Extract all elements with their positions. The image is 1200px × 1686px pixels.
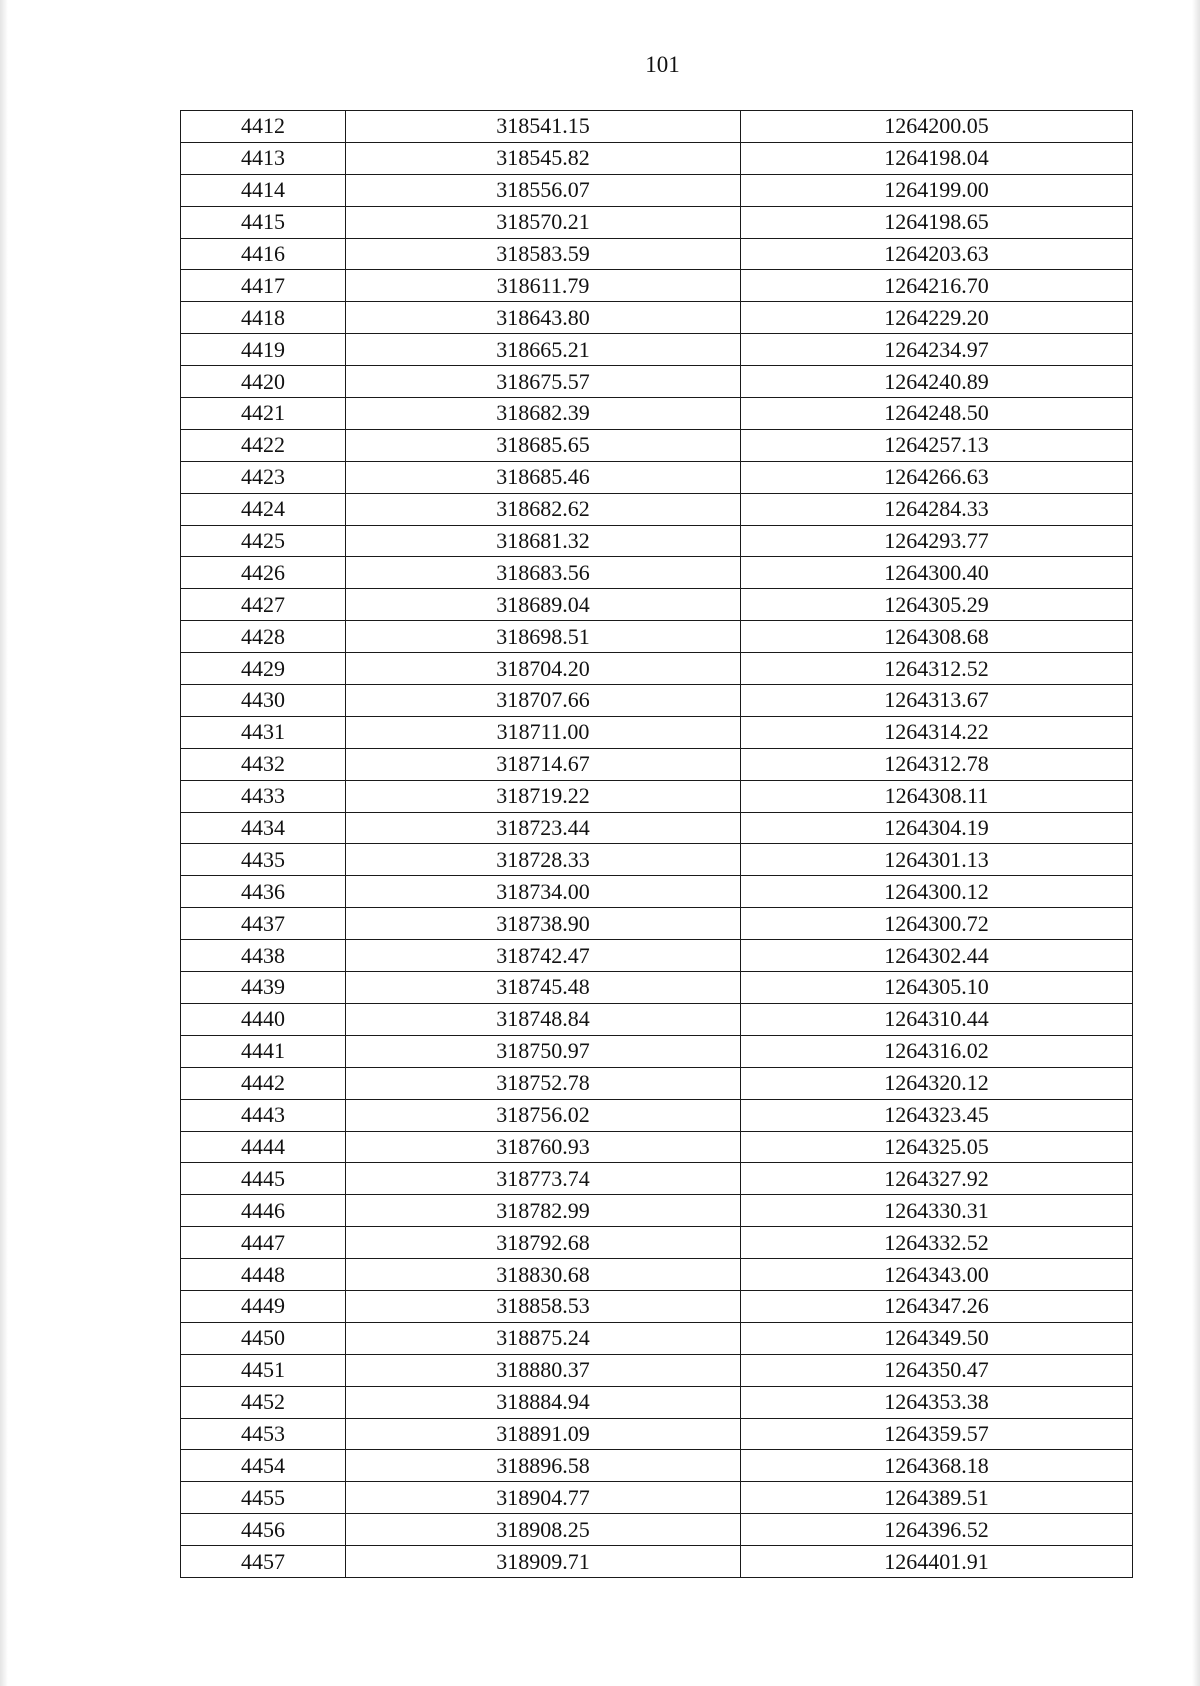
table-row [181, 876, 1133, 908]
x-coordinate-cell: 318904.77 [346, 1482, 741, 1514]
y-coordinate-cell: 1264199.00 [741, 174, 1133, 206]
table-row [181, 1195, 1133, 1227]
point-id-cell: 4437 [181, 908, 346, 940]
y-coordinate-cell: 1264320.12 [741, 1067, 1133, 1099]
y-coordinate-cell: 1264305.10 [741, 972, 1133, 1004]
point-id-cell: 4453 [181, 1418, 346, 1450]
x-coordinate-cell: 318682.39 [346, 398, 741, 430]
y-coordinate-cell: 1264389.51 [741, 1482, 1133, 1514]
y-coordinate-cell: 1264229.20 [741, 302, 1133, 334]
table-row [181, 748, 1133, 780]
y-coordinate-cell: 1264368.18 [741, 1450, 1133, 1482]
table-row [181, 238, 1133, 270]
y-coordinate-cell: 1264257.13 [741, 429, 1133, 461]
y-coordinate-cell: 1264308.11 [741, 780, 1133, 812]
page-edge-right [1192, 0, 1200, 1686]
x-coordinate-cell: 318665.21 [346, 334, 741, 366]
point-id-cell: 4418 [181, 302, 346, 334]
table-row [181, 111, 1133, 143]
point-id-cell: 4455 [181, 1482, 346, 1514]
table-row [181, 174, 1133, 206]
point-id-cell: 4438 [181, 940, 346, 972]
coordinate-table [180, 110, 1133, 1578]
y-coordinate-cell: 1264300.12 [741, 876, 1133, 908]
x-coordinate-cell: 318875.24 [346, 1322, 741, 1354]
table-row [181, 940, 1133, 972]
x-coordinate-cell: 318681.32 [346, 525, 741, 557]
y-coordinate-cell: 1264200.05 [741, 111, 1133, 143]
x-coordinate-cell: 318611.79 [346, 270, 741, 302]
x-coordinate-cell: 318734.00 [346, 876, 741, 908]
page-edge-left [0, 0, 8, 1686]
y-coordinate-cell: 1264332.52 [741, 1227, 1133, 1259]
table-row [181, 429, 1133, 461]
x-coordinate-cell: 318738.90 [346, 908, 741, 940]
point-id-cell: 4452 [181, 1386, 346, 1418]
x-coordinate-cell: 318714.67 [346, 748, 741, 780]
x-coordinate-cell: 318698.51 [346, 621, 741, 653]
point-id-cell: 4446 [181, 1195, 346, 1227]
table-row [181, 366, 1133, 398]
y-coordinate-cell: 1264240.89 [741, 366, 1133, 398]
coordinate-table-body [181, 111, 1133, 1578]
table-row [181, 525, 1133, 557]
x-coordinate-cell: 318752.78 [346, 1067, 741, 1099]
x-coordinate-cell: 318773.74 [346, 1163, 741, 1195]
x-coordinate-cell: 318792.68 [346, 1227, 741, 1259]
point-id-cell: 4449 [181, 1290, 346, 1322]
point-id-cell: 4447 [181, 1227, 346, 1259]
y-coordinate-cell: 1264216.70 [741, 270, 1133, 302]
table-row [181, 908, 1133, 940]
point-id-cell: 4454 [181, 1450, 346, 1482]
y-coordinate-cell: 1264312.52 [741, 653, 1133, 685]
x-coordinate-cell: 318896.58 [346, 1450, 741, 1482]
y-coordinate-cell: 1264347.26 [741, 1290, 1133, 1322]
x-coordinate-cell: 318908.25 [346, 1514, 741, 1546]
point-id-cell: 4425 [181, 525, 346, 557]
x-coordinate-cell: 318707.66 [346, 685, 741, 717]
point-id-cell: 4426 [181, 557, 346, 589]
y-coordinate-cell: 1264284.33 [741, 493, 1133, 525]
point-id-cell: 4440 [181, 1003, 346, 1035]
point-id-cell: 4429 [181, 653, 346, 685]
y-coordinate-cell: 1264248.50 [741, 398, 1133, 430]
y-coordinate-cell: 1264312.78 [741, 748, 1133, 780]
point-id-cell: 4423 [181, 461, 346, 493]
y-coordinate-cell: 1264323.45 [741, 1099, 1133, 1131]
point-id-cell: 4457 [181, 1546, 346, 1578]
point-id-cell: 4412 [181, 111, 346, 143]
point-id-cell: 4417 [181, 270, 346, 302]
point-id-cell: 4431 [181, 716, 346, 748]
x-coordinate-cell: 318884.94 [346, 1386, 741, 1418]
x-coordinate-cell: 318556.07 [346, 174, 741, 206]
point-id-cell: 4448 [181, 1259, 346, 1291]
y-coordinate-cell: 1264350.47 [741, 1354, 1133, 1386]
y-coordinate-cell: 1264302.44 [741, 940, 1133, 972]
table-row [181, 1099, 1133, 1131]
y-coordinate-cell: 1264300.40 [741, 557, 1133, 589]
point-id-cell: 4415 [181, 206, 346, 238]
y-coordinate-cell: 1264353.38 [741, 1386, 1133, 1418]
x-coordinate-cell: 318685.65 [346, 429, 741, 461]
y-coordinate-cell: 1264310.44 [741, 1003, 1133, 1035]
point-id-cell: 4439 [181, 972, 346, 1004]
y-coordinate-cell: 1264343.00 [741, 1259, 1133, 1291]
x-coordinate-cell: 318748.84 [346, 1003, 741, 1035]
x-coordinate-cell: 318675.57 [346, 366, 741, 398]
x-coordinate-cell: 318745.48 [346, 972, 741, 1004]
table-row [181, 398, 1133, 430]
table-row [181, 334, 1133, 366]
x-coordinate-cell: 318583.59 [346, 238, 741, 270]
table-row [181, 1227, 1133, 1259]
x-coordinate-cell: 318830.68 [346, 1259, 741, 1291]
point-id-cell: 4414 [181, 174, 346, 206]
table-row [181, 1067, 1133, 1099]
table-row [181, 1418, 1133, 1450]
point-id-cell: 4424 [181, 493, 346, 525]
table-row [181, 1354, 1133, 1386]
table-row [181, 1514, 1133, 1546]
point-id-cell: 4420 [181, 366, 346, 398]
table-row [181, 780, 1133, 812]
x-coordinate-cell: 318858.53 [346, 1290, 741, 1322]
point-id-cell: 4443 [181, 1099, 346, 1131]
x-coordinate-cell: 318723.44 [346, 812, 741, 844]
point-id-cell: 4433 [181, 780, 346, 812]
x-coordinate-cell: 318685.46 [346, 461, 741, 493]
point-id-cell: 4427 [181, 589, 346, 621]
x-coordinate-cell: 318545.82 [346, 142, 741, 174]
table-row [181, 653, 1133, 685]
point-id-cell: 4442 [181, 1067, 346, 1099]
y-coordinate-cell: 1264301.13 [741, 844, 1133, 876]
x-coordinate-cell: 318541.15 [346, 111, 741, 143]
point-id-cell: 4441 [181, 1035, 346, 1067]
x-coordinate-cell: 318682.62 [346, 493, 741, 525]
point-id-cell: 4450 [181, 1322, 346, 1354]
y-coordinate-cell: 1264266.63 [741, 461, 1133, 493]
y-coordinate-cell: 1264327.92 [741, 1163, 1133, 1195]
point-id-cell: 4432 [181, 748, 346, 780]
table-row [181, 557, 1133, 589]
point-id-cell: 4421 [181, 398, 346, 430]
y-coordinate-cell: 1264300.72 [741, 908, 1133, 940]
x-coordinate-cell: 318643.80 [346, 302, 741, 334]
table-row [181, 461, 1133, 493]
point-id-cell: 4416 [181, 238, 346, 270]
x-coordinate-cell: 318760.93 [346, 1131, 741, 1163]
point-id-cell: 4422 [181, 429, 346, 461]
y-coordinate-cell: 1264401.91 [741, 1546, 1133, 1578]
table-row [181, 493, 1133, 525]
x-coordinate-cell: 318719.22 [346, 780, 741, 812]
point-id-cell: 4444 [181, 1131, 346, 1163]
table-row [181, 1035, 1133, 1067]
y-coordinate-cell: 1264313.67 [741, 685, 1133, 717]
y-coordinate-cell: 1264198.65 [741, 206, 1133, 238]
table-row [181, 1450, 1133, 1482]
x-coordinate-cell: 318756.02 [346, 1099, 741, 1131]
x-coordinate-cell: 318689.04 [346, 589, 741, 621]
table-row [181, 142, 1133, 174]
point-id-cell: 4413 [181, 142, 346, 174]
table-row [181, 1290, 1133, 1322]
x-coordinate-cell: 318909.71 [346, 1546, 741, 1578]
y-coordinate-cell: 1264314.22 [741, 716, 1133, 748]
y-coordinate-cell: 1264359.57 [741, 1418, 1133, 1450]
y-coordinate-cell: 1264234.97 [741, 334, 1133, 366]
point-id-cell: 4451 [181, 1354, 346, 1386]
x-coordinate-cell: 318742.47 [346, 940, 741, 972]
y-coordinate-cell: 1264198.04 [741, 142, 1133, 174]
point-id-cell: 4430 [181, 685, 346, 717]
point-id-cell: 4445 [181, 1163, 346, 1195]
y-coordinate-cell: 1264203.63 [741, 238, 1133, 270]
y-coordinate-cell: 1264330.31 [741, 1195, 1133, 1227]
point-id-cell: 4456 [181, 1514, 346, 1546]
x-coordinate-cell: 318891.09 [346, 1418, 741, 1450]
table-row [181, 685, 1133, 717]
table-row [181, 1546, 1133, 1578]
x-coordinate-cell: 318711.00 [346, 716, 741, 748]
table-row [181, 1003, 1133, 1035]
x-coordinate-cell: 318782.99 [346, 1195, 741, 1227]
point-id-cell: 4435 [181, 844, 346, 876]
table-row [181, 1322, 1133, 1354]
y-coordinate-cell: 1264316.02 [741, 1035, 1133, 1067]
y-coordinate-cell: 1264308.68 [741, 621, 1133, 653]
x-coordinate-cell: 318683.56 [346, 557, 741, 589]
table-row [181, 716, 1133, 748]
table-row [181, 302, 1133, 334]
x-coordinate-cell: 318750.97 [346, 1035, 741, 1067]
x-coordinate-cell: 318704.20 [346, 653, 741, 685]
x-coordinate-cell: 318880.37 [346, 1354, 741, 1386]
x-coordinate-cell: 318570.21 [346, 206, 741, 238]
point-id-cell: 4428 [181, 621, 346, 653]
page-number: 101 [645, 52, 680, 77]
table-row [181, 812, 1133, 844]
table-row [181, 206, 1133, 238]
point-id-cell: 4434 [181, 812, 346, 844]
x-coordinate-cell: 318728.33 [346, 844, 741, 876]
y-coordinate-cell: 1264396.52 [741, 1514, 1133, 1546]
point-id-cell: 4419 [181, 334, 346, 366]
y-coordinate-cell: 1264349.50 [741, 1322, 1133, 1354]
table-row [181, 621, 1133, 653]
y-coordinate-cell: 1264325.05 [741, 1131, 1133, 1163]
y-coordinate-cell: 1264293.77 [741, 525, 1133, 557]
table-row [181, 972, 1133, 1004]
table-row [181, 1131, 1133, 1163]
y-coordinate-cell: 1264305.29 [741, 589, 1133, 621]
table-row [181, 1163, 1133, 1195]
table-row [181, 270, 1133, 302]
table-row [181, 1386, 1133, 1418]
table-row [181, 589, 1133, 621]
table-row [181, 844, 1133, 876]
y-coordinate-cell: 1264304.19 [741, 812, 1133, 844]
table-row [181, 1259, 1133, 1291]
table-row [181, 1482, 1133, 1514]
point-id-cell: 4436 [181, 876, 346, 908]
